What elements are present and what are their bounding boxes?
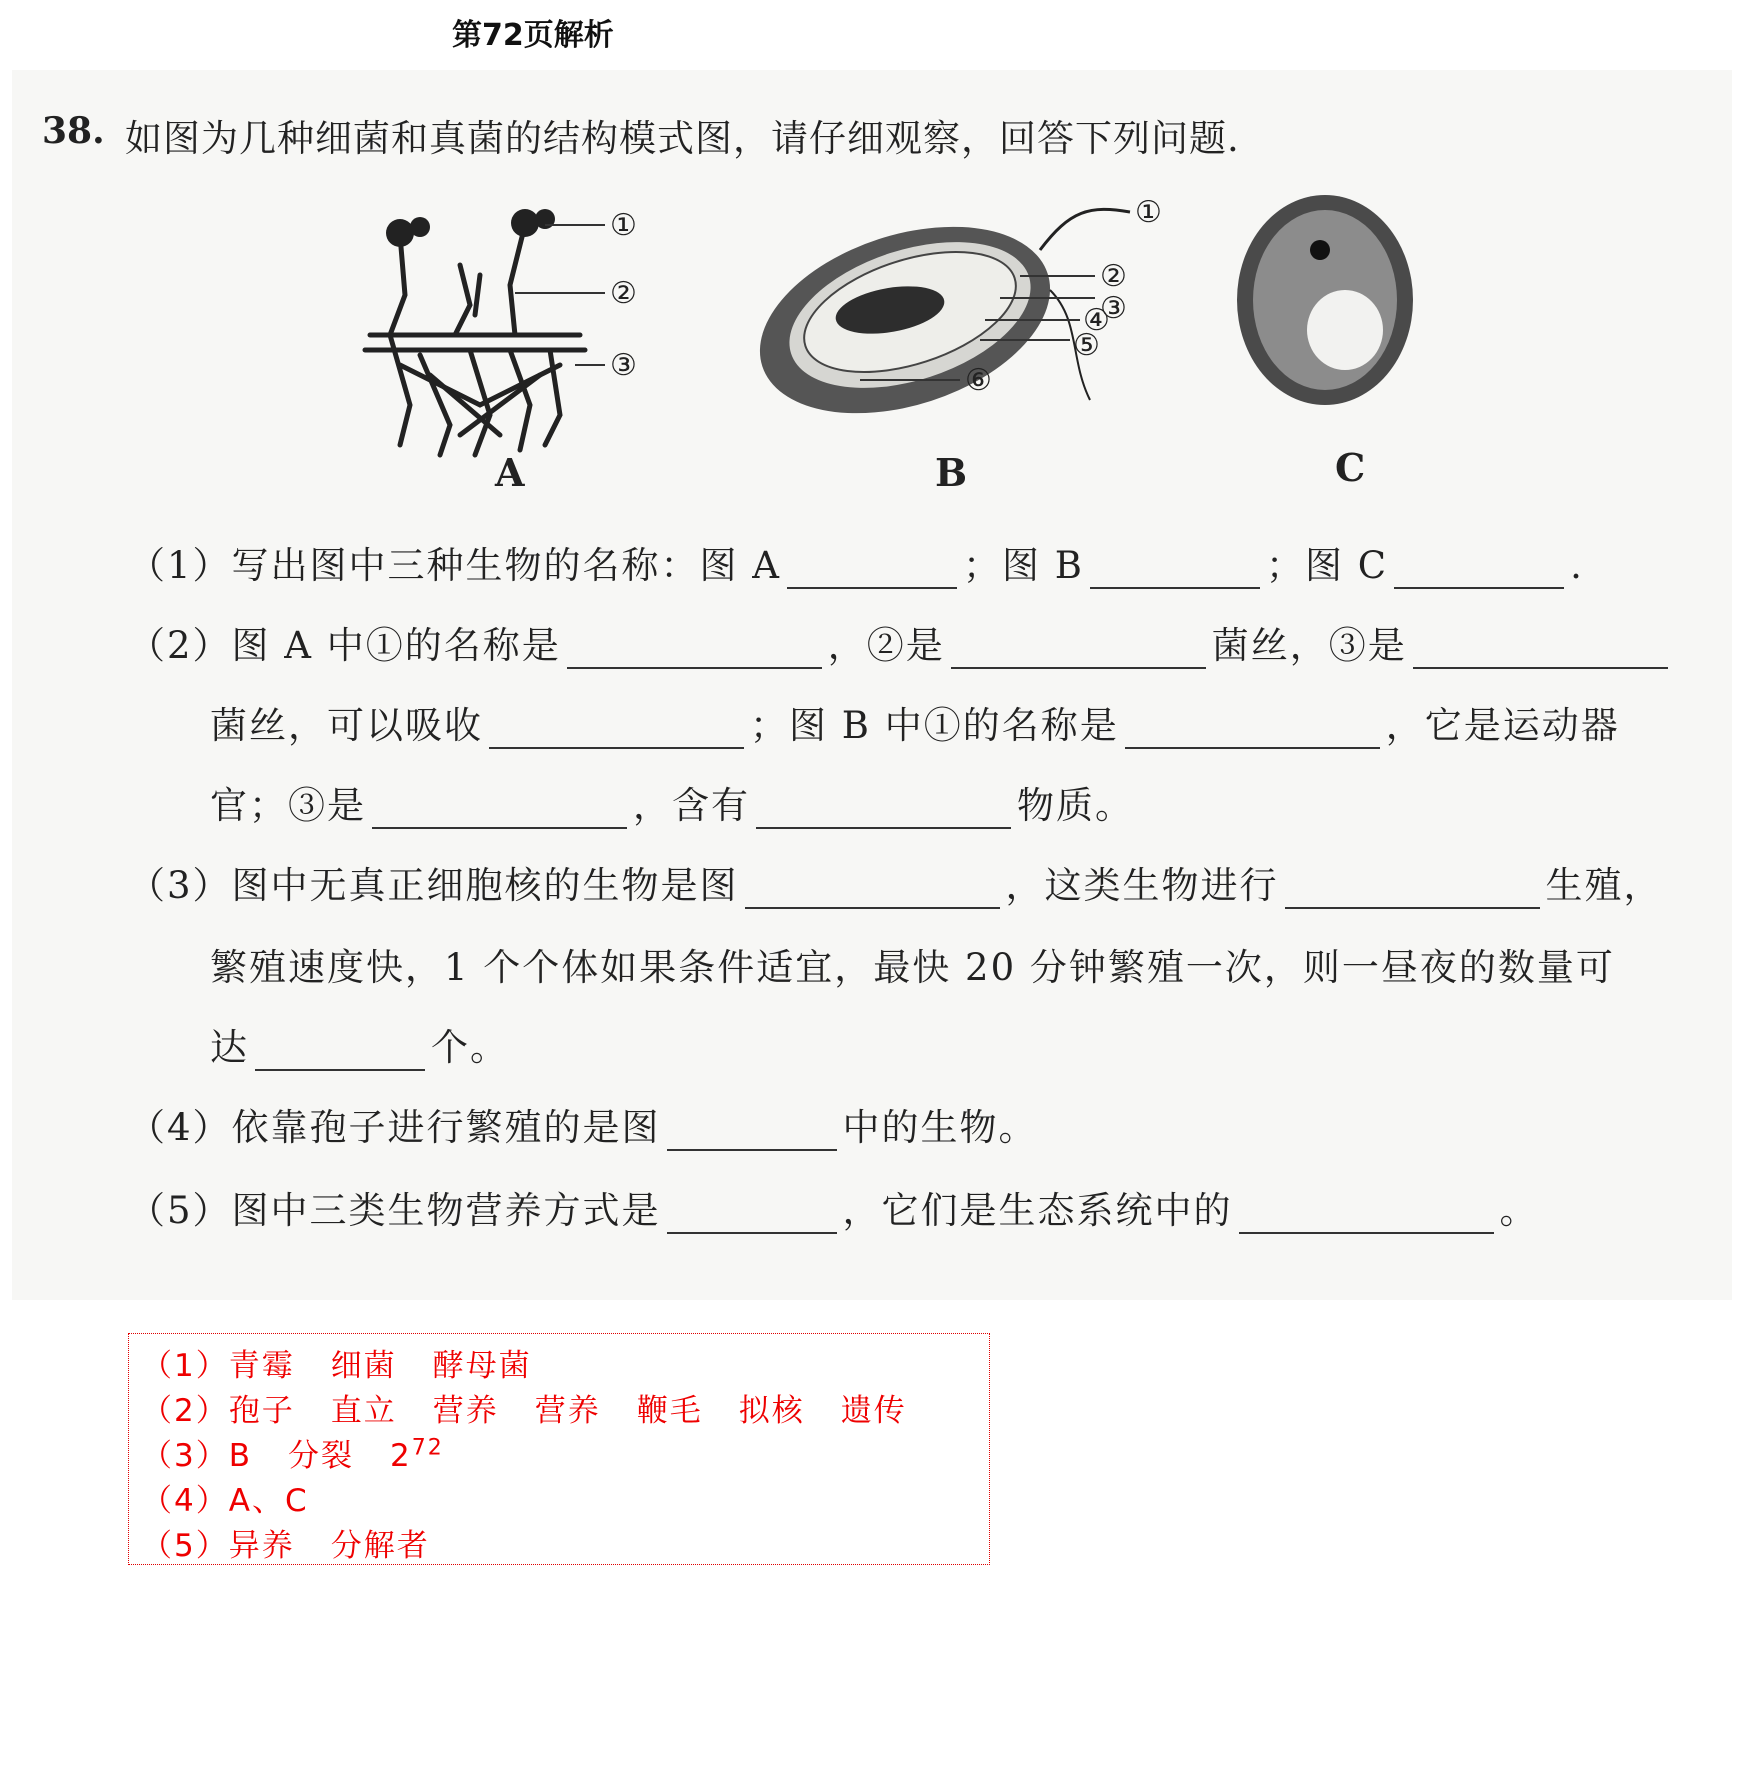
subquestion-2-line-2 [210, 695, 1620, 749]
blank [756, 789, 1011, 829]
subquestion-3-line-3 [210, 1017, 509, 1071]
answer-num: （3） [141, 1438, 229, 1474]
q1-text-b: ；图 B [963, 544, 1084, 587]
blank [667, 1194, 837, 1234]
blank [951, 629, 1206, 669]
q3-text: ，这类生物进行 [1005, 864, 1279, 907]
q5-text: ，它们是生态系统中的 [842, 1189, 1233, 1232]
subquestion-2-line-1 [128, 615, 1674, 669]
blank [1239, 1194, 1494, 1234]
subquestion-5 [128, 1180, 1539, 1234]
answer-item: 异养 [228, 1528, 295, 1564]
answer-item: A、C [228, 1483, 309, 1519]
mold-illustration [360, 205, 680, 465]
q1-text-d: . [1570, 544, 1584, 587]
blank [489, 709, 744, 749]
blank [255, 1031, 425, 1071]
subquestion-2-line-3 [210, 775, 1134, 829]
q2-text: 菌丝，③是 [1211, 624, 1407, 667]
answer-item: 分裂 [288, 1438, 355, 1474]
bacterium-illustration [750, 200, 1180, 460]
q2-text: 菌丝，可以吸收 [210, 704, 483, 747]
blank [372, 789, 627, 829]
yeast-illustration [1230, 190, 1450, 430]
q1-text-c: ；图 C [1265, 544, 1389, 587]
question-number: 38. [42, 110, 105, 152]
answer-num: （5） [141, 1528, 229, 1564]
marker-3: ③ [610, 348, 637, 383]
blank [667, 1111, 837, 1151]
answer-item: 拟核 [738, 1393, 805, 1429]
q2-text: （2）图 A 中①的名称是 [128, 624, 561, 667]
subquestion-1 [128, 535, 1584, 589]
figure-b-bacterium [750, 200, 1180, 500]
blank [1125, 709, 1380, 749]
blank [1394, 549, 1564, 589]
page-title: 第72页解析 [452, 18, 614, 53]
answer-num: （1） [141, 1348, 229, 1384]
question-stem: 如图为几种细菌和真菌的结构模式图，请仔细观察，回答下列问题. [125, 117, 1240, 160]
q5-text: 。 [1499, 1189, 1539, 1232]
answer-num: （2） [141, 1393, 229, 1429]
q2-text: 物质。 [1017, 784, 1134, 827]
answer-4 [141, 1475, 309, 1520]
answer-item: 营养 [534, 1393, 601, 1429]
subquestion-3-line-2: 繁殖速度快，1 个个体如果条件适宜，最快 20 分钟繁殖一次，则一昼夜的数量可 [210, 946, 1615, 989]
marker-1: ① [1135, 200, 1162, 230]
figure-c-label: C [1335, 445, 1366, 490]
q2-text: ，②是 [827, 624, 945, 667]
q3-text: （3）图中无真正细胞核的生物是图 [128, 864, 739, 907]
figure-a-label: A [495, 450, 525, 495]
subquestion-4 [128, 1097, 1038, 1151]
marker-2: ② [1100, 259, 1127, 294]
figure-a-mold [360, 205, 680, 495]
q3-text: 达 [210, 1026, 249, 1069]
answer-1 [141, 1340, 532, 1385]
answer-5 [141, 1520, 430, 1565]
blank [567, 629, 822, 669]
figure-b-label: B [935, 450, 968, 495]
q1-text-a: （1）写出图中三种生物的名称：图 A [128, 544, 782, 587]
q2-text: 官；③是 [210, 784, 366, 827]
marker-1: ① [610, 208, 637, 243]
marker-5: ⑤ [1073, 328, 1100, 363]
q3-text: 个。 [431, 1026, 509, 1069]
answer-2 [141, 1385, 907, 1430]
q4-text: 中的生物。 [842, 1106, 1038, 1149]
answer-item: 孢子 [228, 1393, 295, 1429]
answer-item: 遗传 [840, 1393, 907, 1429]
blank [1090, 549, 1260, 589]
answer-item: 酵母菌 [432, 1348, 532, 1384]
q2-text: ；图 B 中①的名称是 [750, 704, 1119, 747]
marker-4: ④ [1083, 303, 1110, 338]
q2-text: ，它是运动器 [1385, 704, 1620, 747]
blank [745, 869, 1000, 909]
answer-item: 营养 [432, 1393, 499, 1429]
answer-item: B [228, 1438, 253, 1474]
answer-item: 分解者 [330, 1528, 430, 1564]
q4-text: （4）依靠孢子进行繁殖的是图 [128, 1106, 661, 1149]
q2-text: ，含有 [633, 784, 750, 827]
marker-3: ③ [1100, 291, 1127, 326]
answer-item: 青霉 [228, 1348, 295, 1384]
answer-item: 鞭毛 [636, 1393, 703, 1429]
q5-text: （5）图中三类生物营养方式是 [128, 1189, 661, 1232]
answer-box [128, 1333, 990, 1565]
marker-6: ⑥ [965, 363, 992, 398]
figure-c-yeast [1230, 190, 1450, 500]
blank [1285, 869, 1540, 909]
marker-2: ② [610, 276, 637, 311]
q3-text: 生殖， [1545, 864, 1663, 907]
blank [1413, 629, 1668, 669]
answer-num: （4） [141, 1483, 229, 1519]
power-base: 2 [390, 1438, 412, 1474]
blank [787, 549, 957, 589]
answer-item: 直立 [330, 1393, 397, 1429]
subquestion-3-line-1 [128, 855, 1663, 909]
answer-item: 细菌 [330, 1348, 397, 1384]
answer-3 [141, 1430, 444, 1475]
power-exponent: 72 [411, 1435, 444, 1461]
